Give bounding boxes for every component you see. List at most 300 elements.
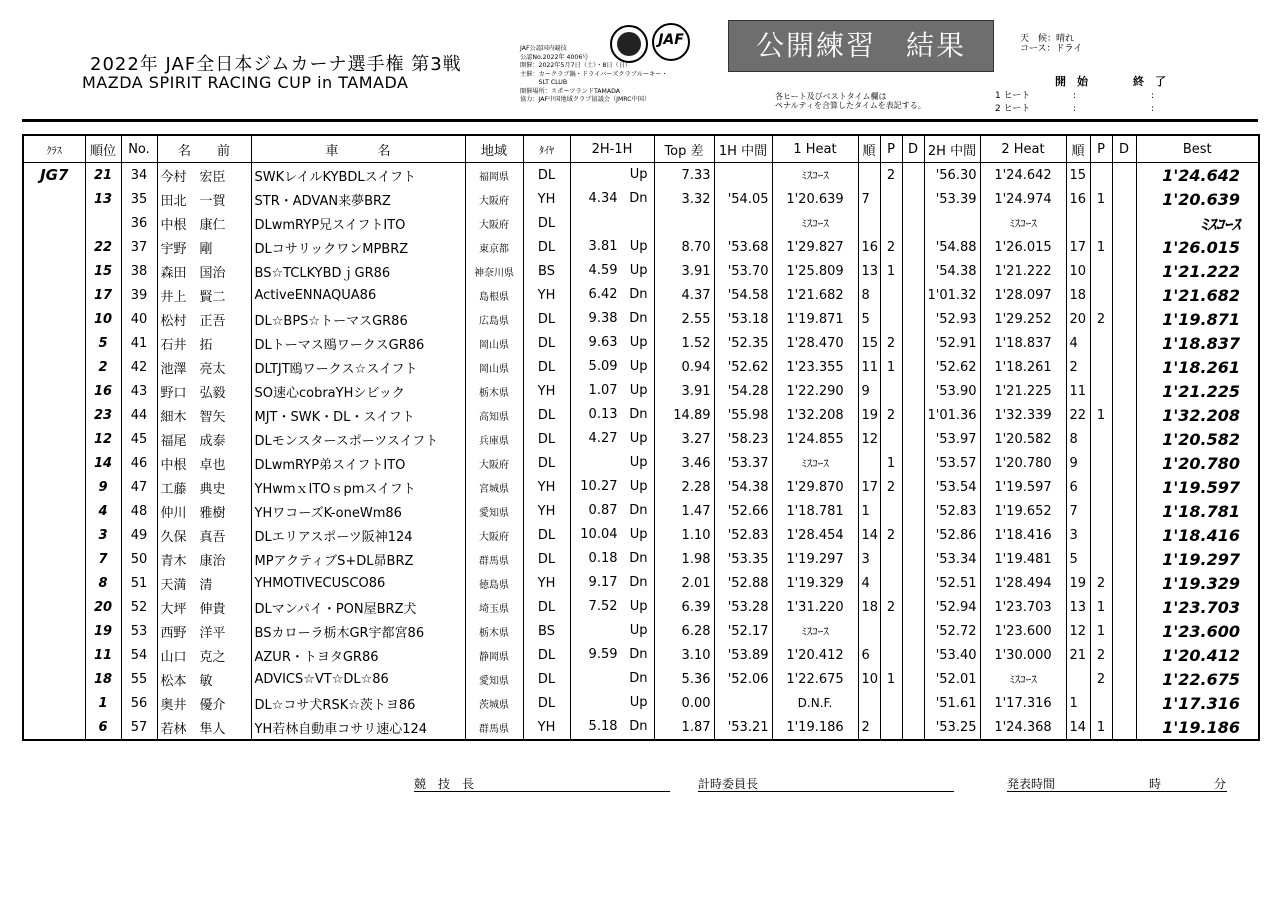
top-cell: 2.28 (654, 475, 714, 499)
best-cell: 1'23.703 (1136, 595, 1259, 619)
d1-cell (902, 691, 924, 715)
jaf-logo-icon (652, 23, 690, 61)
o2-cell: 14 (1066, 715, 1090, 740)
rank-cell: 14 (85, 451, 121, 475)
p1-cell: 2 (880, 403, 902, 427)
event-info (520, 45, 668, 105)
h2mid-cell: '52.62 (924, 355, 980, 379)
d1-cell (902, 499, 924, 523)
region-cell: 群馬県 (465, 715, 523, 740)
diff-value: 9.63 (588, 335, 618, 350)
h1-cell: 1'29.870 (772, 475, 858, 499)
rank-cell: 8 (85, 571, 121, 595)
diff-direction: Dn (629, 671, 648, 686)
diff-direction: Up (629, 695, 648, 710)
p1-cell: 2 (880, 595, 902, 619)
h2mid-cell: '53.57 (924, 451, 980, 475)
d2-cell (1112, 187, 1136, 211)
rank-cell: 10 (85, 307, 121, 331)
column-header: 順位 (85, 135, 121, 163)
h2mid-cell: '52.83 (924, 499, 980, 523)
o2-cell: 4 (1066, 331, 1090, 355)
d1-cell (902, 403, 924, 427)
name-cell: 山口 克之 (157, 643, 251, 667)
diff-direction: Up (629, 479, 648, 494)
p1-cell (880, 187, 902, 211)
table-row (23, 715, 1259, 740)
rank-cell: 9 (85, 475, 121, 499)
table-row (23, 643, 1259, 667)
class-cell (23, 259, 85, 283)
p1-cell: 2 (880, 235, 902, 259)
d2-cell (1112, 307, 1136, 331)
d1-cell (902, 331, 924, 355)
car-cell: AZUR・トヨタGR86 (251, 643, 465, 667)
d1-cell (902, 643, 924, 667)
name-cell: 松村 正吾 (157, 307, 251, 331)
column-header: 順 (1066, 135, 1090, 163)
timing-signature (698, 775, 954, 792)
diff-cell (570, 691, 654, 715)
o2-cell: 12 (1066, 619, 1090, 643)
p2-cell: 2 (1090, 643, 1112, 667)
diff-direction: Up (629, 599, 648, 614)
rank-cell (85, 211, 121, 235)
h2-cell: 1'21.222 (980, 259, 1066, 283)
best-cell: 1'20.639 (1136, 187, 1259, 211)
name-cell: 井上 賢二 (157, 283, 251, 307)
column-header: 1H 中間 (714, 135, 772, 163)
car-cell: DL☆コサ犬RSK☆茨トヨ86 (251, 691, 465, 715)
best-cell: 1'17.316 (1136, 691, 1259, 715)
diff-direction: Dn (629, 719, 648, 734)
table-row (23, 331, 1259, 355)
h1-cell: 1'21.682 (772, 283, 858, 307)
p2-cell: 1 (1090, 595, 1112, 619)
o1-cell: 6 (858, 643, 880, 667)
h2mid-cell: '52.01 (924, 667, 980, 691)
no-cell: 48 (121, 499, 157, 523)
diff-direction: Up (629, 359, 648, 374)
tire-cell: DL (523, 163, 570, 188)
table-row (23, 403, 1259, 427)
rank-cell: 13 (85, 187, 121, 211)
car-cell: YH若林自動車コサリ速心124 (251, 715, 465, 740)
h1-cell: 1'24.855 (772, 427, 858, 451)
car-cell: DLモンスタースポーツスイフト (251, 427, 465, 451)
region-cell: 大阪府 (465, 523, 523, 547)
h2-cell: 1'20.582 (980, 427, 1066, 451)
diff-cell (570, 475, 654, 499)
rank-cell: 19 (85, 619, 121, 643)
region-cell: 大阪府 (465, 451, 523, 475)
h1mid-cell: '52.06 (714, 667, 772, 691)
table-row (23, 427, 1259, 451)
diff-cell (570, 427, 654, 451)
p2-cell: 2 (1090, 307, 1112, 331)
top-cell: 6.28 (654, 619, 714, 643)
p2-cell (1090, 355, 1112, 379)
table-row (23, 283, 1259, 307)
table-row (23, 211, 1259, 235)
o2-cell: 7 (1066, 499, 1090, 523)
p1-cell: 1 (880, 667, 902, 691)
h1mid-cell: '52.83 (714, 523, 772, 547)
h1mid-cell: '54.38 (714, 475, 772, 499)
info-line: 主催：カークラブ鍋・ドライバーズクラブルーキー・ (520, 70, 668, 78)
o2-cell: 20 (1066, 307, 1090, 331)
diff-cell (570, 379, 654, 403)
car-cell: DLエリアスポーツ阪神124 (251, 523, 465, 547)
info-line: SLT CLUB (520, 79, 568, 86)
h1-cell: 1'18.781 (772, 499, 858, 523)
h2mid-cell: '53.54 (924, 475, 980, 499)
o2-cell: 17 (1066, 235, 1090, 259)
column-header: 地域 (465, 135, 523, 163)
h1-cell: ﾐｽｺｰｽ (772, 619, 858, 643)
column-header: D (1112, 135, 1136, 163)
car-cell: SO速心cobraYHシビック (251, 379, 465, 403)
no-cell: 42 (121, 355, 157, 379)
diff-cell (570, 571, 654, 595)
rank-cell: 15 (85, 259, 121, 283)
top-cell: 1.47 (654, 499, 714, 523)
region-cell: 群馬県 (465, 547, 523, 571)
h2mid-cell: '53.34 (924, 547, 980, 571)
column-header: 順 (858, 135, 880, 163)
start-label: 開 始 (1055, 75, 1088, 88)
top-cell: 5.36 (654, 667, 714, 691)
h2mid-cell: '52.93 (924, 307, 980, 331)
p2-cell (1090, 331, 1112, 355)
d1-cell (902, 187, 924, 211)
info-line: 開催：2022年5月7日（土）・8日（日） (520, 62, 632, 69)
table-row (23, 619, 1259, 643)
d2-cell (1112, 619, 1136, 643)
diff-direction: Up (629, 167, 648, 182)
h2mid-cell: '51.61 (924, 691, 980, 715)
h2-cell: 1'23.703 (980, 595, 1066, 619)
car-cell: ActiveENNAQUA86 (251, 283, 465, 307)
o1-cell: 19 (858, 403, 880, 427)
tire-cell: DL (523, 667, 570, 691)
o1-cell: 8 (858, 283, 880, 307)
h1mid-cell: '58.23 (714, 427, 772, 451)
header-rule (22, 119, 1258, 122)
h2-cell: 1'29.252 (980, 307, 1066, 331)
heat1-label: 1 ヒート (995, 91, 1031, 101)
car-cell: BSカローラ栃木GR宇都宮86 (251, 619, 465, 643)
o2-cell: 1 (1066, 691, 1090, 715)
region-cell: 愛知県 (465, 667, 523, 691)
o1-cell: 7 (858, 187, 880, 211)
best-cell: 1'19.297 (1136, 547, 1259, 571)
region-cell: 兵庫県 (465, 427, 523, 451)
h2-cell: 1'23.600 (980, 619, 1066, 643)
d1-cell (902, 283, 924, 307)
diff-value: 10.04 (580, 527, 618, 542)
class-cell (23, 643, 85, 667)
best-cell: 1'19.329 (1136, 571, 1259, 595)
diff-cell (570, 235, 654, 259)
tire-cell: DL (523, 427, 570, 451)
h1mid-cell: '53.21 (714, 715, 772, 740)
class-cell (23, 187, 85, 211)
p2-cell: 1 (1090, 235, 1112, 259)
d2-cell (1112, 523, 1136, 547)
d1-cell (902, 619, 924, 643)
jaf-fia-logo-icon (610, 25, 648, 63)
car-cell: SWKレイルKYBDLスイフト (251, 163, 465, 188)
o1-cell: 14 (858, 523, 880, 547)
top-cell: 3.27 (654, 427, 714, 451)
diff-direction: Up (629, 623, 648, 638)
p1-cell: 1 (880, 259, 902, 283)
class-cell (23, 283, 85, 307)
h1-cell: 1'22.290 (772, 379, 858, 403)
heat2-label: 2 ヒート (995, 104, 1031, 114)
h2mid-cell (924, 211, 980, 235)
announce-time (1007, 775, 1227, 792)
d2-cell (1112, 259, 1136, 283)
h1-cell: 1'19.329 (772, 571, 858, 595)
h1-cell: 1'32.208 (772, 403, 858, 427)
o1-cell (858, 451, 880, 475)
p2-cell (1090, 163, 1112, 188)
diff-value: 5.18 (588, 719, 618, 734)
best-cell: 1'20.582 (1136, 427, 1259, 451)
diff-direction: Up (629, 383, 648, 398)
rank-cell: 5 (85, 331, 121, 355)
h2mid-cell: '53.90 (924, 379, 980, 403)
o2-cell: 19 (1066, 571, 1090, 595)
tire-cell: DL (523, 403, 570, 427)
p2-cell (1090, 283, 1112, 307)
rank-cell: 22 (85, 235, 121, 259)
diff-value: 5.09 (588, 359, 618, 374)
no-cell: 51 (121, 571, 157, 595)
d2-cell (1112, 331, 1136, 355)
diff-cell (570, 403, 654, 427)
no-cell: 49 (121, 523, 157, 547)
tire-cell: DL (523, 211, 570, 235)
h2-cell: 1'28.097 (980, 283, 1066, 307)
no-cell: 57 (121, 715, 157, 740)
no-cell: 36 (121, 211, 157, 235)
rank-cell: 12 (85, 427, 121, 451)
h1-cell: 1'22.675 (772, 667, 858, 691)
top-cell: 0.94 (654, 355, 714, 379)
o2-cell: 21 (1066, 643, 1090, 667)
h2-cell: 1'32.339 (980, 403, 1066, 427)
h1mid-cell: '54.05 (714, 187, 772, 211)
top-cell: 4.37 (654, 283, 714, 307)
d2-cell (1112, 163, 1136, 188)
h2-cell: 1'19.597 (980, 475, 1066, 499)
d2-cell (1112, 547, 1136, 571)
d2-cell (1112, 379, 1136, 403)
heat2-start-colon: : (1073, 104, 1077, 114)
no-cell: 52 (121, 595, 157, 619)
o1-cell: 1 (858, 499, 880, 523)
column-header: ﾀｲﾔ (523, 135, 570, 163)
table-row (23, 187, 1259, 211)
h1mid-cell: '55.98 (714, 403, 772, 427)
table-row (23, 235, 1259, 259)
d2-cell (1112, 475, 1136, 499)
table-header (23, 135, 1259, 163)
h1-cell: 1'19.871 (772, 307, 858, 331)
class-cell (23, 619, 85, 643)
h1mid-cell: '53.89 (714, 643, 772, 667)
heat-times (995, 76, 1225, 120)
car-cell: MJT・SWK・DL・スイフト (251, 403, 465, 427)
no-cell: 35 (121, 187, 157, 211)
diff-cell (570, 619, 654, 643)
car-cell: DLコサリックワンMPBRZ (251, 235, 465, 259)
p1-cell (880, 307, 902, 331)
class-cell (23, 499, 85, 523)
o1-cell: 16 (858, 235, 880, 259)
note-line-2: ペナルティを合算したタイムを表記する。 (775, 101, 926, 110)
diff-direction: Dn (629, 575, 648, 590)
diff-direction: Up (629, 263, 648, 278)
d2-cell (1112, 427, 1136, 451)
o2-cell: 9 (1066, 451, 1090, 475)
d2-cell (1112, 403, 1136, 427)
diff-direction: Up (629, 239, 648, 254)
h1-cell: ﾐｽｺｰｽ (772, 211, 858, 235)
tire-cell: YH (523, 499, 570, 523)
top-cell: 8.70 (654, 235, 714, 259)
o1-cell: 4 (858, 571, 880, 595)
clerk-label: 競 技 長 (414, 777, 475, 791)
name-cell: 今村 宏臣 (157, 163, 251, 188)
tire-cell: YH (523, 571, 570, 595)
heat2-end-colon: : (1151, 104, 1155, 114)
class-cell: JG7 (23, 163, 85, 188)
event-subtitle: MAZDA SPIRIT RACING CUP in TAMADA (82, 73, 409, 92)
diff-cell (570, 451, 654, 475)
o1-cell: 17 (858, 475, 880, 499)
name-cell: 野口 弘毅 (157, 379, 251, 403)
o1-cell: 15 (858, 331, 880, 355)
no-cell: 50 (121, 547, 157, 571)
p1-cell (880, 211, 902, 235)
diff-direction: Up (629, 527, 648, 542)
d1-cell (902, 451, 924, 475)
diff-cell (570, 523, 654, 547)
heat1-start-colon: : (1073, 91, 1077, 101)
p1-cell (880, 283, 902, 307)
o2-cell: 22 (1066, 403, 1090, 427)
top-cell: 3.32 (654, 187, 714, 211)
column-header: 2H 中間 (924, 135, 980, 163)
best-cell: 1'18.261 (1136, 355, 1259, 379)
no-cell: 53 (121, 619, 157, 643)
info-line: 開催場所：スポーツランドTAMADA (520, 87, 620, 95)
table-row (23, 163, 1259, 188)
h2mid-cell: 1'01.32 (924, 283, 980, 307)
column-header: P (1090, 135, 1112, 163)
o2-cell (1066, 211, 1090, 235)
diff-value: 1.07 (588, 383, 618, 398)
penalty-note (775, 92, 926, 110)
diff-direction: Up (629, 455, 648, 470)
region-cell: 神奈川県 (465, 259, 523, 283)
p2-cell: 1 (1090, 187, 1112, 211)
class-cell (23, 547, 85, 571)
p2-cell (1090, 211, 1112, 235)
h2-cell: 1'24.368 (980, 715, 1066, 740)
top-cell: 1.87 (654, 715, 714, 740)
name-cell: 松本 敏 (157, 667, 251, 691)
name-cell: 若林 隼人 (157, 715, 251, 740)
p1-cell (880, 427, 902, 451)
diff-cell (570, 163, 654, 188)
tire-cell: DL (523, 691, 570, 715)
o2-cell: 11 (1066, 379, 1090, 403)
class-cell (23, 451, 85, 475)
region-cell: 徳島県 (465, 571, 523, 595)
best-cell: ﾐｽｺｰｽ (1136, 211, 1259, 235)
event-title: 2022年 JAF全日本ジムカーナ選手権 第3戦 (90, 54, 462, 75)
class-cell (23, 331, 85, 355)
o1-cell (858, 691, 880, 715)
h2mid-cell: 1'01.36 (924, 403, 980, 427)
top-cell: 1.98 (654, 547, 714, 571)
tire-cell: DL (523, 235, 570, 259)
no-cell: 45 (121, 427, 157, 451)
diff-value: 0.18 (588, 551, 618, 566)
name-cell: 石井 拓 (157, 331, 251, 355)
column-header: Top 差 (654, 135, 714, 163)
class-cell (23, 307, 85, 331)
rank-cell: 7 (85, 547, 121, 571)
diff-cell (570, 331, 654, 355)
h1-cell: 1'19.186 (772, 715, 858, 740)
h2mid-cell: '56.30 (924, 163, 980, 188)
h2-cell: 1'24.974 (980, 187, 1066, 211)
d1-cell (902, 307, 924, 331)
p1-cell: 2 (880, 475, 902, 499)
p1-cell (880, 547, 902, 571)
course-text: コース：ドライ (1020, 44, 1083, 54)
top-cell: 1.52 (654, 331, 714, 355)
h1-cell: ﾐｽｺｰｽ (772, 163, 858, 188)
region-cell: 岡山県 (465, 355, 523, 379)
d1-cell (902, 547, 924, 571)
p2-cell (1090, 427, 1112, 451)
tire-cell: DL (523, 307, 570, 331)
diff-cell (570, 547, 654, 571)
d1-cell (902, 379, 924, 403)
minute-label: 分 (1214, 777, 1227, 791)
class-cell (23, 715, 85, 740)
p2-cell (1090, 379, 1112, 403)
p2-cell: 2 (1090, 667, 1112, 691)
column-header: ｸﾗｽ (23, 135, 85, 163)
h2mid-cell: '53.39 (924, 187, 980, 211)
diff-value: 9.17 (588, 575, 618, 590)
h2-cell: ﾐｽｺｰｽ (980, 211, 1066, 235)
name-cell: 細木 智矢 (157, 403, 251, 427)
timing-label: 計時委員長 (698, 777, 759, 791)
tire-cell: DL (523, 547, 570, 571)
p1-cell (880, 499, 902, 523)
h2mid-cell: '52.86 (924, 523, 980, 547)
table-row (23, 355, 1259, 379)
